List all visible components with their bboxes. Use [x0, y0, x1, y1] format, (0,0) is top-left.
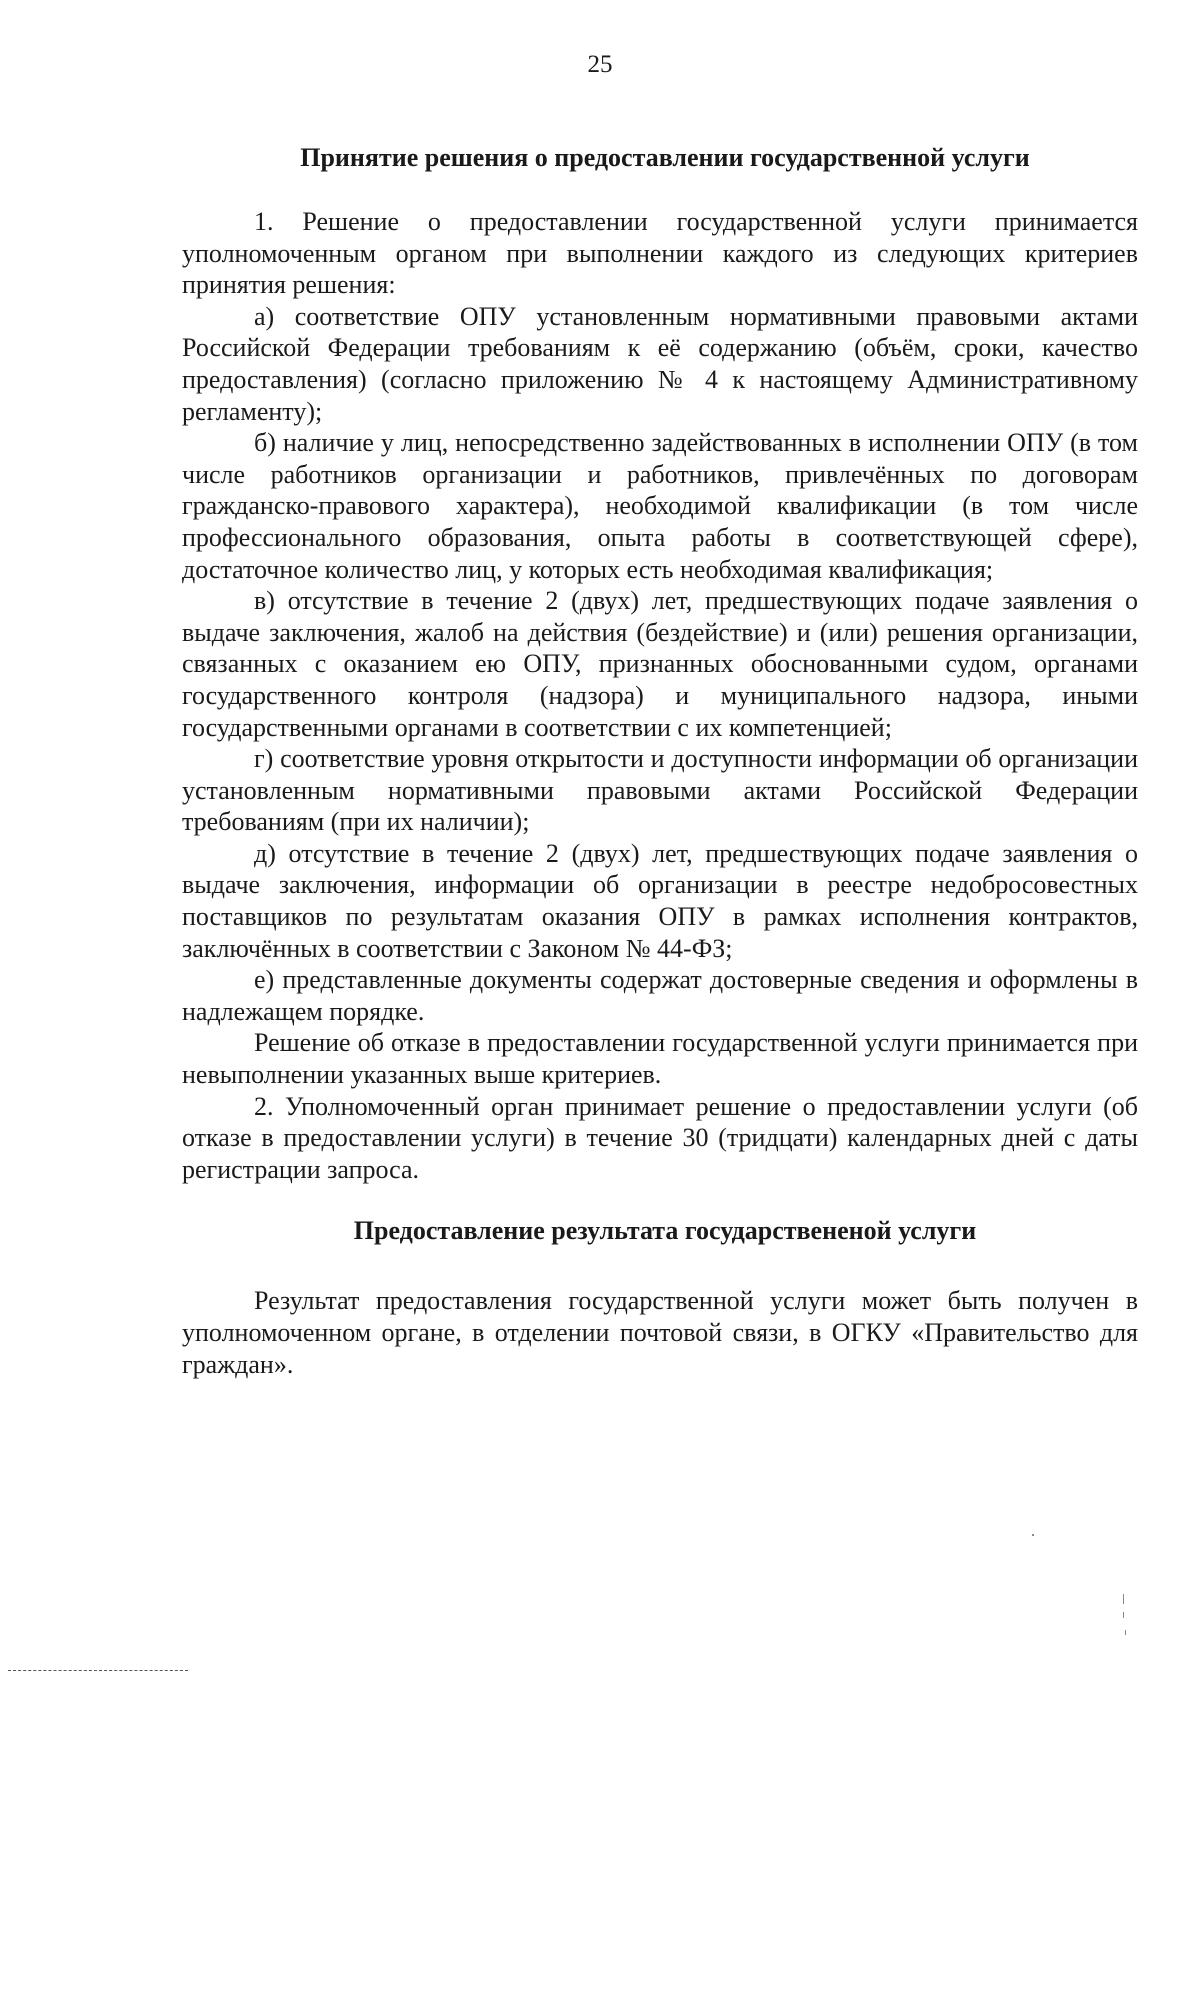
scan-speck [1123, 1594, 1124, 1604]
scan-speck [1125, 1630, 1126, 1635]
scan-speck [1123, 1612, 1124, 1618]
scan-speck [1032, 1534, 1034, 1536]
paragraph-criterion-b: б) наличие у лиц, непосредственно задействованных в исполнении ОПУ (в том числе работников организации и работников, привлечённых по договорам гражданско-правового характера), необходимой квалификации (в том числе профессионального образования, опыта работы в соответствующей сфере), достаточное количество лиц, у которых есть необходимая квалификация; [182, 428, 1138, 584]
section-heading-decision: Принятие решения о предоставлении государственной услуги [300, 143, 1030, 172]
paragraph-criterion-c: в) отсутствие в течение 2 (двух) лет, предшествующих подаче заявления о выдаче заключения, жалоб на действия (бездействие) и (или) решения организации, связанных с оказанием ею ОПУ, признанных обоснованными судом, органами государственного контроля (надзора) и муниципального надзора, иными государственными органами в соответствии с их компетенцией; [182, 586, 1138, 742]
paragraph-refusal-decision: Решение об отказе в предоставлении государственной услуги принимается при невыполнении указанных выше критериев. [182, 1028, 1138, 1090]
paragraph-criterion-f: е) представленные документы содержат достоверные сведения и оформлены в надлежащем порядке. [182, 965, 1138, 1026]
document-body [182, 142, 1138, 1380]
paragraph-criterion-d: г) соответствие уровня открытости и доступности информации об организации установленным нормативными правовыми актами Российской Федерации требованиям (при их наличии); [182, 744, 1138, 837]
paragraph-decision-deadline: 2. Уполномоченный орган принимает решение о предоставлении услуги (об отказе в предоставлении услуги) в течение 30 (тридцати) календарных дней с даты регистрации запроса. [182, 1091, 1138, 1184]
paragraph-criterion-a: а) соответствие ОПУ установленным нормативными правовыми актами Российской Федерации требованиям к её содержанию (объём, сроки, качество предоставления) (согласно приложению № 4 к настоящему Административному регламенту); [182, 301, 1138, 426]
paragraph-criterion-e: д) отсутствие в течение 2 (двух) лет, предшествующих подаче заявления о выдаче заключения, информации об организации в реестре недобросовестных поставщиков по результатам оказания ОПУ в рамках исполнения контрактов, заключённых в соответствии с Законом № 44-ФЗ; [182, 838, 1138, 963]
footer-divider [8, 1670, 188, 1671]
section-heading-result: Предоставление результата государствененой услуги [353, 1216, 977, 1246]
paragraph-decision-criteria: 1. Решение о предоставлении государственной услуги принимается уполномоченным органом при выполнении каждого из следующих критериев принятия решения: [182, 207, 1138, 300]
page-number: 25 [587, 51, 613, 78]
paragraph-result-delivery: Результат предоставления государственной услуги может быть получен в уполномоченном органе, в отделении почтовой связи, в ОГКУ «Правительство для граждан». [182, 1286, 1138, 1379]
